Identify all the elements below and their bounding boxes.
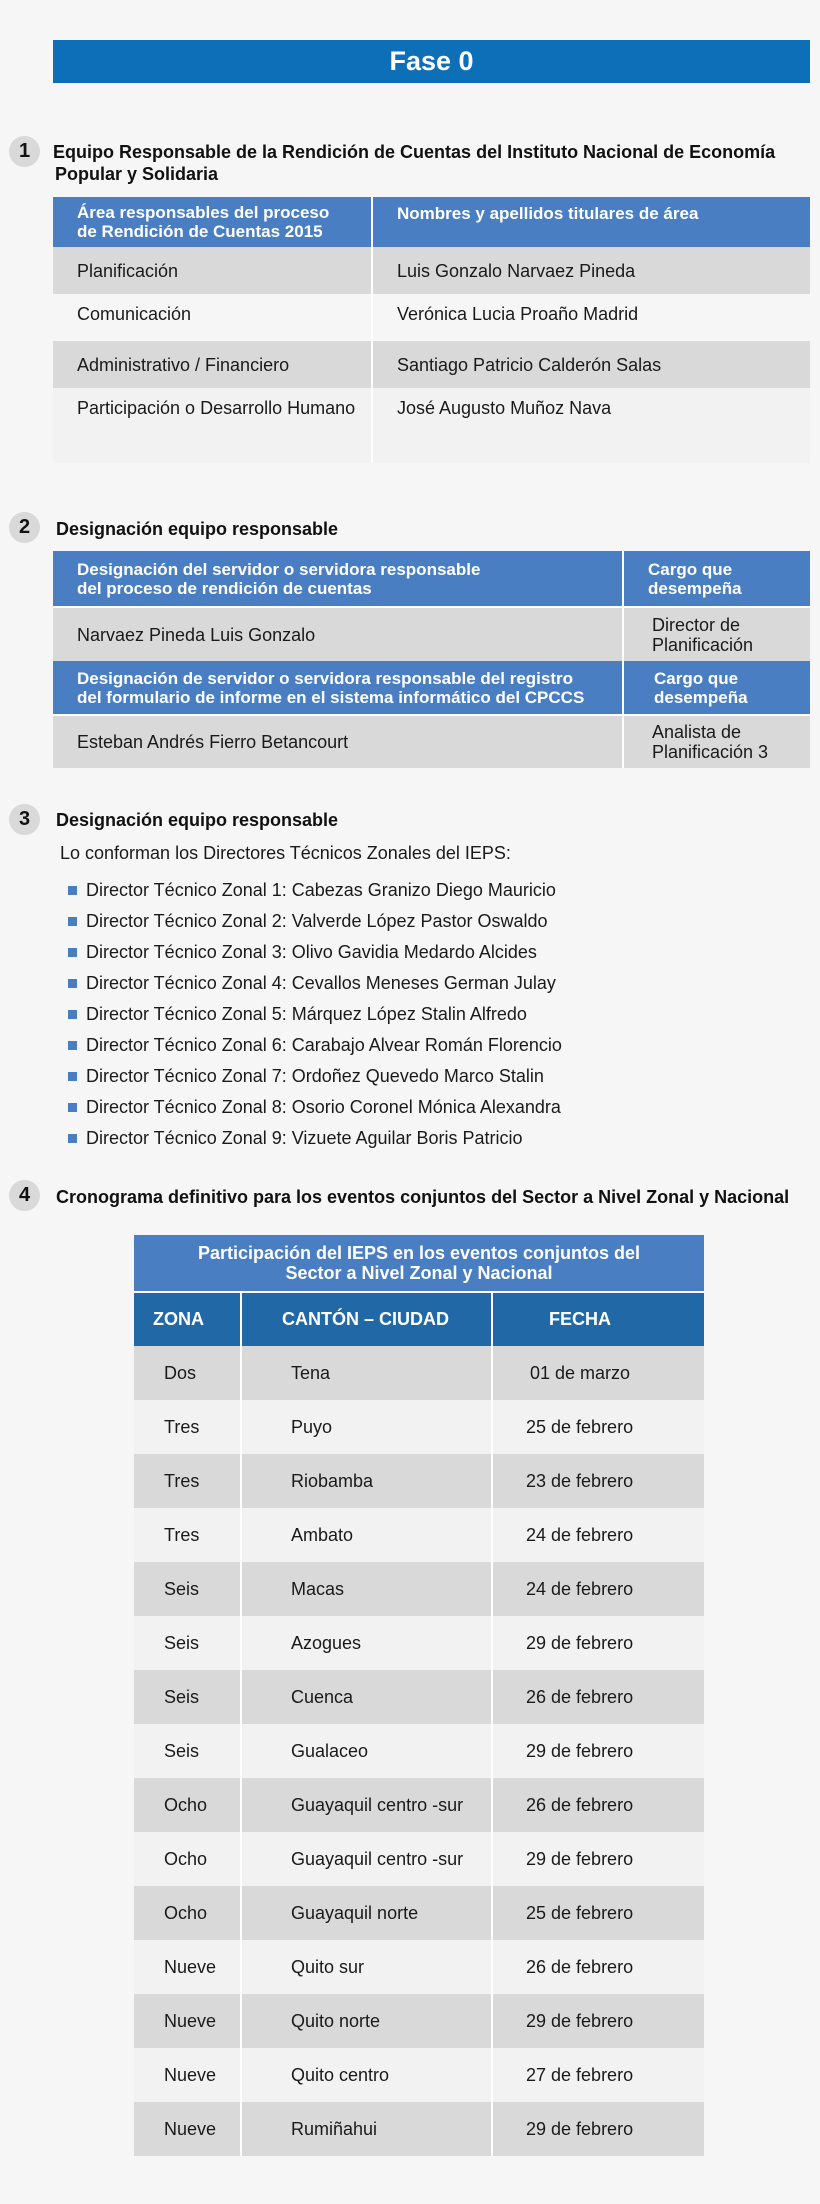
- designacion-table: [53, 551, 810, 768]
- canton-cell: Azogues: [242, 1616, 493, 1670]
- header-cargo-2: [624, 661, 810, 714]
- zona-cell: Ocho: [134, 1886, 242, 1940]
- servidor-cargo-line2: Planificación: [652, 634, 754, 655]
- header-registro-line1: Designación de servidor o servidora responsable del registro: [77, 668, 573, 688]
- zona-cell: Nueve: [134, 1994, 242, 2048]
- header-designacion-line1: Designación del servidor o servidora responsable: [77, 559, 481, 579]
- canton-cell: Puyo: [242, 1400, 493, 1454]
- section-2-title: Designación equipo responsable: [56, 519, 339, 539]
- canton-cell: Macas: [242, 1562, 493, 1616]
- list-item: [68, 875, 562, 906]
- fecha-cell: 29 de febrero: [493, 1832, 704, 1886]
- bullet-square-icon: [68, 1041, 77, 1050]
- servidor-cargo-line1: Director de: [652, 614, 741, 635]
- cronograma-table-title: [134, 1235, 704, 1291]
- header-names: Nombres y apellidos titulares de área: [373, 197, 810, 247]
- canton-cell: Guayaquil centro -sur: [242, 1832, 493, 1886]
- section-number-4: 4: [9, 1180, 40, 1211]
- section-3-title: Designación equipo responsable: [56, 810, 339, 830]
- table-row: [134, 1562, 704, 1616]
- col-zona: ZONA: [134, 1293, 242, 1346]
- table-row: [134, 1670, 704, 1724]
- registro-cargo-line1: Analista de: [652, 722, 742, 742]
- page-banner: Fase 0: [53, 40, 810, 83]
- list-item-text: Director Técnico Zonal 6: Carabajo Alvear Román Florencio: [86, 1035, 562, 1055]
- list-item: [68, 1030, 562, 1061]
- section-1-title-line2: Popular y Solidaria: [55, 164, 219, 184]
- name-cell: Luis Gonzalo Narvaez Pineda: [373, 247, 810, 294]
- fecha-cell: 29 de febrero: [493, 1724, 704, 1778]
- zona-cell: Tres: [134, 1400, 242, 1454]
- header-registro-line2: del formulario de informe en el sistema informático del CPCCS: [77, 687, 585, 707]
- fecha-cell: 26 de febrero: [493, 1670, 704, 1724]
- fecha-cell: 25 de febrero: [493, 1886, 704, 1940]
- table-row: [134, 1454, 704, 1508]
- col-fecha: FECHA: [549, 1309, 611, 1329]
- list-item: [68, 1092, 562, 1123]
- table-row: [134, 1346, 704, 1400]
- header-registro: [53, 661, 624, 714]
- col-canton: CANTÓN – CIUDAD: [242, 1293, 493, 1346]
- table-row: [134, 1940, 704, 1994]
- bullet-square-icon: [68, 1103, 77, 1112]
- name-cell: Verónica Lucia Proaño Madrid: [373, 294, 810, 341]
- fecha-cell: 26 de febrero: [493, 1778, 704, 1832]
- table-row: [53, 714, 810, 768]
- bullet-square-icon: [68, 1010, 77, 1019]
- list-item: [68, 999, 562, 1030]
- canton-cell: Rumiñahui: [242, 2102, 493, 2156]
- table-header: [53, 197, 810, 247]
- cronograma-table: [134, 1235, 704, 2156]
- header-cargo-line2: desempeña: [648, 578, 742, 598]
- zona-cell: Tres: [134, 1508, 242, 1562]
- table-row: [134, 1778, 704, 1832]
- list-item-text: Director Técnico Zonal 5: Márquez López Stalin Alfredo: [86, 1004, 527, 1024]
- bullet-square-icon: [68, 886, 77, 895]
- name-cell: José Augusto Muñoz Nava: [373, 388, 810, 463]
- zona-cell: Tres: [134, 1454, 242, 1508]
- responsables-table: [53, 197, 810, 463]
- fecha-cell: 27 de febrero: [493, 2048, 704, 2102]
- zona-cell: Nueve: [134, 1940, 242, 1994]
- header-cargo: [624, 551, 810, 606]
- zona-cell: Seis: [134, 1724, 242, 1778]
- table-row: [134, 1832, 704, 1886]
- section-4-title: Cronograma definitivo para los eventos conjuntos del Sector a Nivel Zonal y Nacional: [56, 1187, 790, 1207]
- zona-cell: Nueve: [134, 2102, 242, 2156]
- fecha-cell: 29 de febrero: [493, 1994, 704, 2048]
- zona-cell: Ocho: [134, 1778, 242, 1832]
- area-cell: Administrativo / Financiero: [53, 341, 373, 388]
- canton-cell: Quito sur: [242, 1940, 493, 1994]
- name-cell: Santiago Patricio Calderón Salas: [373, 341, 810, 388]
- table-row: [134, 1400, 704, 1454]
- table-row: [53, 388, 810, 463]
- list-item-text: Director Técnico Zonal 9: Vizuete Aguilar Boris Patricio: [86, 1128, 523, 1148]
- table-row: [134, 2102, 704, 2156]
- table-row: [134, 2048, 704, 2102]
- list-item: [68, 968, 562, 999]
- fecha-cell: 26 de febrero: [493, 1940, 704, 1994]
- registro-cargo-line2: Planificación 3: [652, 742, 769, 762]
- header-designacion-line2: del proceso de rendición de cuentas: [77, 578, 372, 598]
- canton-cell: Tena: [242, 1346, 493, 1400]
- bullet-square-icon: [68, 1072, 77, 1081]
- zona-cell: Seis: [134, 1562, 242, 1616]
- table-header: [53, 661, 810, 714]
- zona-cell: Dos: [134, 1346, 242, 1400]
- bullet-square-icon: [68, 1134, 77, 1143]
- zona-cell: Ocho: [134, 1832, 242, 1886]
- zona-cell: Seis: [134, 1616, 242, 1670]
- list-item-text: Director Técnico Zonal 7: Ordoñez Quevedo Marco Stalin: [86, 1066, 544, 1086]
- header-designacion: [53, 551, 624, 606]
- section-number-2: 2: [9, 512, 40, 543]
- fecha-cell: 25 de febrero: [493, 1400, 704, 1454]
- cronograma-title-line1: Participación del IEPS en los eventos conjuntos del: [197, 1243, 641, 1263]
- servidor-name: Narvaez Pineda Luis Gonzalo: [53, 608, 624, 661]
- canton-cell: Ambato: [242, 1508, 493, 1562]
- canton-cell: Riobamba: [242, 1454, 493, 1508]
- bullet-square-icon: [68, 948, 77, 957]
- table-row: [53, 247, 810, 294]
- list-item: [68, 906, 562, 937]
- fecha-cell: 29 de febrero: [493, 1616, 704, 1670]
- header-cargo-2-line2: desempeña: [654, 687, 748, 707]
- list-item-text: Director Técnico Zonal 1: Cabezas Granizo Diego Mauricio: [86, 880, 556, 900]
- header-cargo-2-line1: Cargo que: [654, 668, 739, 688]
- header-area-line1: Área responsables del proceso: [77, 203, 330, 222]
- canton-cell: Quito norte: [242, 1994, 493, 2048]
- table-row: [53, 606, 810, 661]
- list-item: [68, 1061, 562, 1092]
- area-cell: Planificación: [53, 247, 373, 294]
- section-number-1: 1: [9, 136, 40, 167]
- list-item: [68, 1123, 562, 1154]
- area-cell: Participación o Desarrollo Humano: [53, 388, 373, 463]
- list-item-text: Director Técnico Zonal 8: Osorio Coronel Mónica Alexandra: [86, 1097, 561, 1117]
- canton-cell: Gualaceo: [242, 1724, 493, 1778]
- directores-list: [68, 875, 562, 1154]
- section-3-intro: Lo conforman los Directores Técnicos Zonales del IEPS:: [60, 843, 511, 863]
- list-item-text: Director Técnico Zonal 2: Valverde López Pastor Oswaldo: [86, 911, 548, 931]
- fecha-cell: 01 de marzo: [493, 1346, 704, 1400]
- table-row: [134, 1994, 704, 2048]
- canton-cell: Quito centro: [242, 2048, 493, 2102]
- registro-name: Esteban Andrés Fierro Betancourt: [53, 716, 624, 768]
- area-cell: Comunicación: [53, 294, 373, 341]
- list-item-text: Director Técnico Zonal 3: Olivo Gavidia Medardo Alcides: [86, 942, 537, 962]
- table-row: [134, 1508, 704, 1562]
- table-row: [53, 341, 810, 388]
- cronograma-body: [134, 1346, 704, 2156]
- section-1-title-line1: Equipo Responsable de la Rendición de Cuentas del Instituto Nacional de Economía: [53, 142, 776, 162]
- table-row: [53, 294, 810, 341]
- fecha-cell: 24 de febrero: [493, 1508, 704, 1562]
- cronograma-title-line2: Sector a Nivel Zonal y Nacional: [285, 1263, 553, 1283]
- fecha-cell: 23 de febrero: [493, 1454, 704, 1508]
- fecha-cell: 24 de febrero: [493, 1562, 704, 1616]
- table-header: [134, 1291, 704, 1346]
- canton-cell: Cuenca: [242, 1670, 493, 1724]
- section-1-title: [53, 141, 775, 185]
- table-row: [134, 1724, 704, 1778]
- zona-cell: Seis: [134, 1670, 242, 1724]
- registro-cargo: [624, 716, 810, 768]
- list-item-text: Director Técnico Zonal 4: Cevallos Meneses German Julay: [86, 973, 556, 993]
- canton-cell: Guayaquil norte: [242, 1886, 493, 1940]
- list-item: [68, 937, 562, 968]
- table-row: [134, 1616, 704, 1670]
- table-header: [53, 551, 810, 606]
- section-number-3: 3: [9, 804, 40, 835]
- table-row: [134, 1886, 704, 1940]
- canton-cell: Guayaquil centro -sur: [242, 1778, 493, 1832]
- header-area: [53, 197, 373, 247]
- servidor-cargo: [624, 608, 810, 661]
- zona-cell: Nueve: [134, 2048, 242, 2102]
- bullet-square-icon: [68, 917, 77, 926]
- fecha-cell: 29 de febrero: [493, 2102, 704, 2156]
- bullet-square-icon: [68, 979, 77, 988]
- header-cargo-line1: Cargo que: [648, 559, 733, 579]
- header-area-line2: de Rendición de Cuentas 2015: [77, 222, 323, 241]
